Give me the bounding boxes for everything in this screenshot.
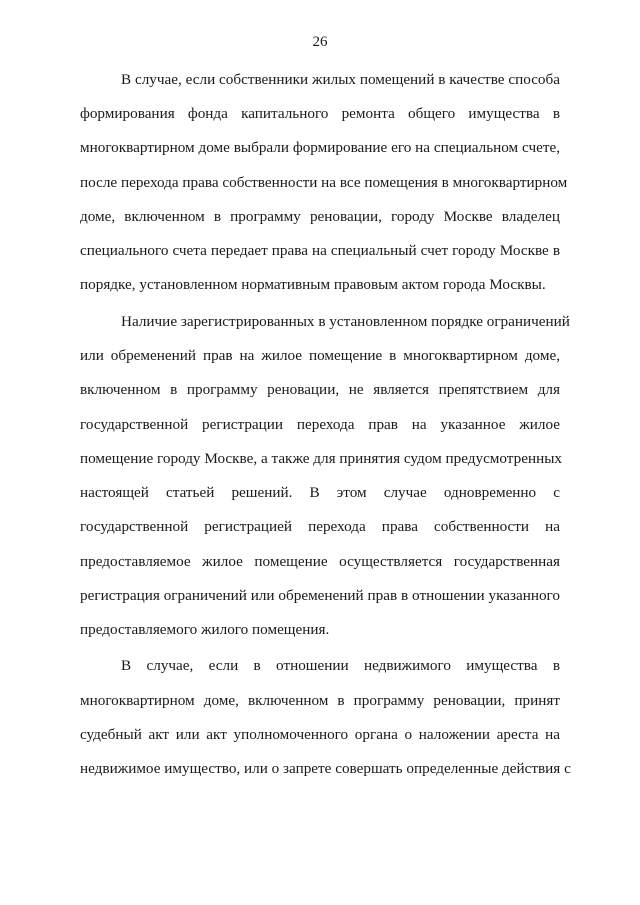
text-line: государственной регистрации перехода прав на указанное жилое (80, 416, 560, 433)
text-line: или обременений прав на жилое помещение в многоквартирном доме, (80, 347, 560, 364)
text-line: настоящей статьей решений. В этом случае одновременно с (80, 484, 560, 501)
text-line: Наличие зарегистрированных в установленном порядке ограничений (121, 313, 570, 330)
text-line: специального счета передает права на специальный счет городу Москве в (80, 242, 560, 259)
text-line: регистрация ограничений или обременений прав в отношении указанного (80, 587, 560, 604)
text-line: недвижимое имущество, или о запрете совершать определенные действия с (80, 760, 571, 777)
text-line: включенном в программу реновации, не является препятствием для (80, 381, 560, 398)
text-line: В случае, если в отношении недвижимого имущества в (121, 657, 560, 674)
page-number: 26 (312, 34, 328, 50)
text-line: предоставляемого жилого помещения. (80, 621, 330, 638)
text-line: доме, включенном в программу реновации, городу Москве владелец (80, 208, 560, 225)
text-line: многоквартирном доме, включенном в программу реновации, принят (80, 692, 560, 709)
text-line: порядке, установленном нормативным правовым актом города Москвы. (80, 276, 546, 293)
text-line: после перехода права собственности на все помещения в многоквартирном (80, 174, 568, 191)
text-line: формирования фонда капитального ремонта общего имущества в (80, 105, 560, 122)
text-line: В случае, если собственники жилых помещений в качестве способа (121, 71, 560, 88)
text-line: многоквартирном доме выбрали формирование его на специальном счете, (80, 139, 560, 156)
text-line: судебный акт или акт уполномоченного органа о наложении ареста на (80, 726, 560, 743)
text-line: государственной регистрацией перехода права собственности на (80, 518, 560, 535)
text-line: помещение городу Москве, а также для принятия судом предусмотренных (80, 450, 563, 467)
text-line: предоставляемое жилое помещение осуществляется государственная (80, 553, 560, 570)
